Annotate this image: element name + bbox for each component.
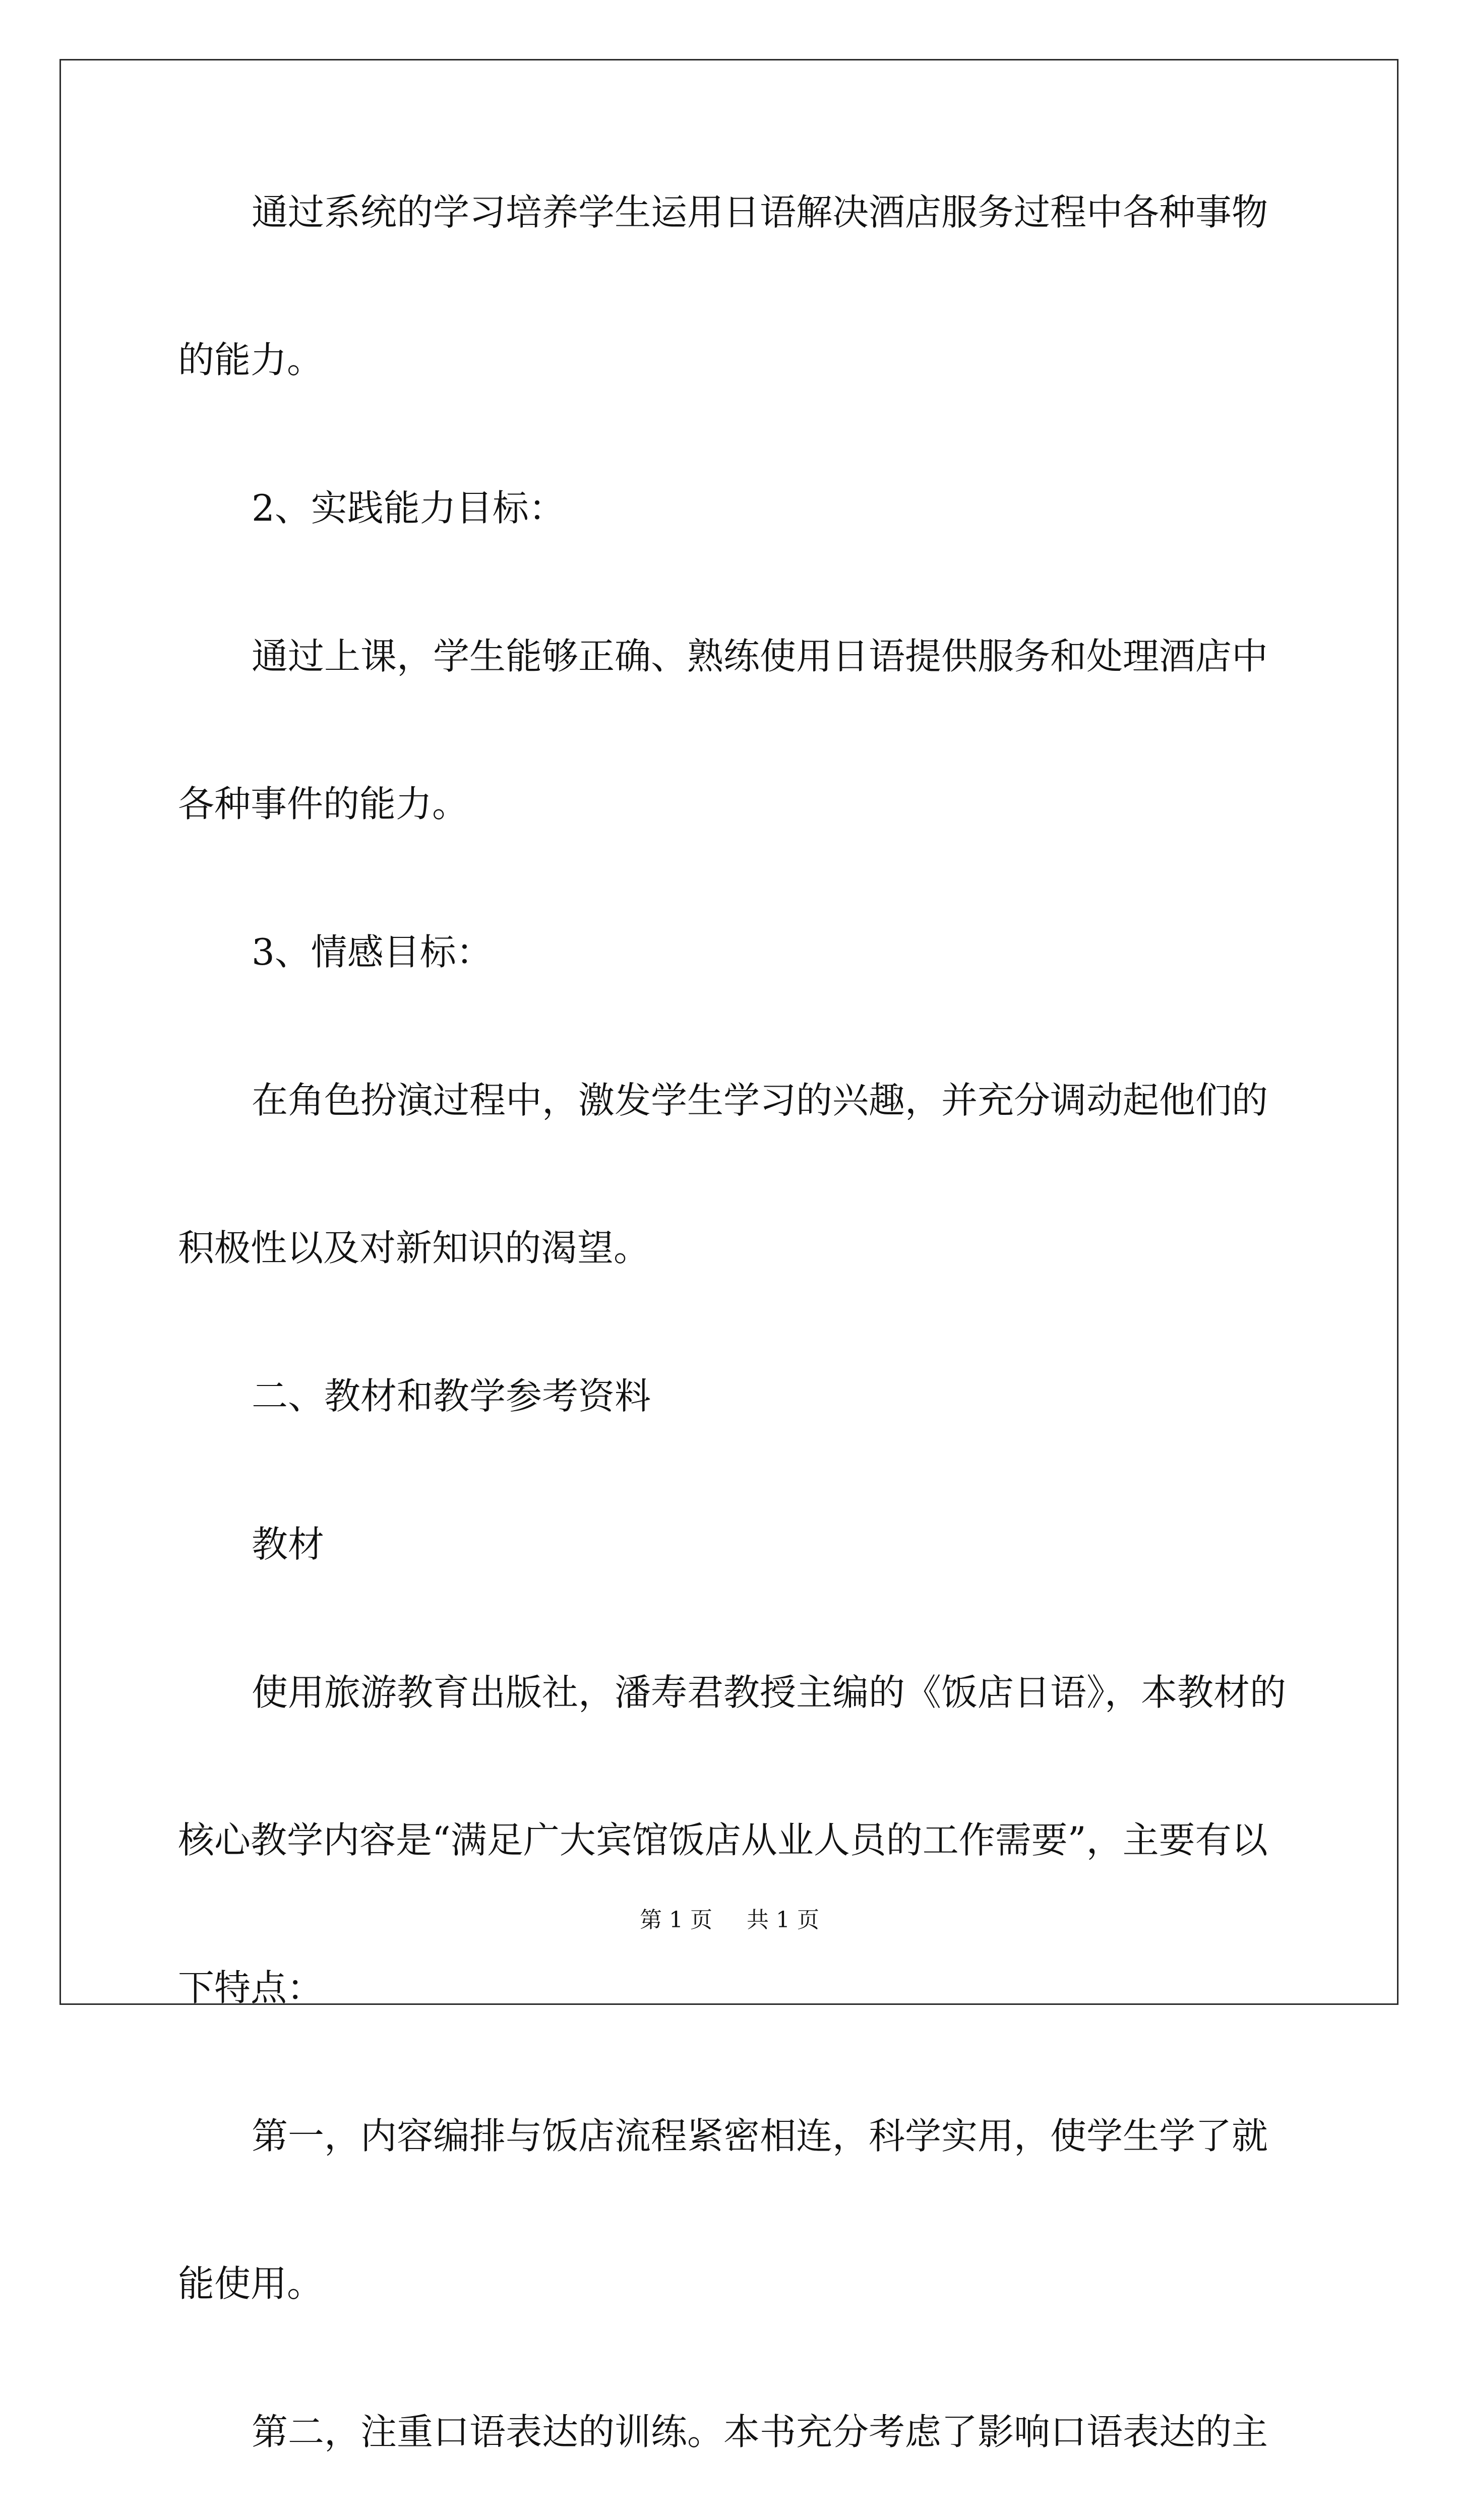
- paragraph-line: 通过系统的学习培养学生运用日语解决酒店服务过程中各种事物: [252, 191, 1268, 233]
- paragraph-line: 的能力。: [178, 339, 324, 381]
- paragraph-line: 使用旅游教育出版社，潘寿君教授主编的《饭店日语》，本教材的: [252, 1671, 1287, 1714]
- subheading: 教材: [252, 1523, 325, 1565]
- paragraph-line: 通过上课，学生能够正确、熟练使用日语提供服务和处理酒店中: [252, 635, 1268, 677]
- page-footer: [0, 1909, 1459, 1931]
- section-heading: 2、实践能力目标：: [252, 487, 565, 529]
- paragraph-line: 在角色扮演过程中，激发学生学习的兴趣，并充分调动起他们的: [252, 1079, 1268, 1121]
- page-number: 第 1 页: [640, 1907, 712, 1933]
- paragraph-line: 积极性以及对新知识的渴望。: [178, 1227, 650, 1269]
- paragraph-line: 各种事件的能力。: [178, 783, 469, 825]
- paragraph-line: 下特点：: [178, 1967, 324, 2009]
- paragraph-line: 第一，内容编排与饭店流程紧密相连，科学实用，使学生学了就: [252, 2115, 1268, 2157]
- section-heading: 3、情感目标：: [252, 931, 493, 973]
- paragraph-line: 核心教学内容是“满足广大宾馆饭店从业人员的工作需要”，主要有以: [178, 1819, 1268, 1861]
- paragraph-line: 第二，注重口语表达的训练。本书充分考虑了影响口语表达的主: [252, 2411, 1268, 2453]
- document-body: [178, 191, 1287, 2520]
- page-total: 共 1 页: [747, 1907, 819, 1933]
- section-heading: 二、教材和教学参考资料: [252, 1375, 651, 1417]
- paragraph-line: 能使用。: [178, 2262, 324, 2305]
